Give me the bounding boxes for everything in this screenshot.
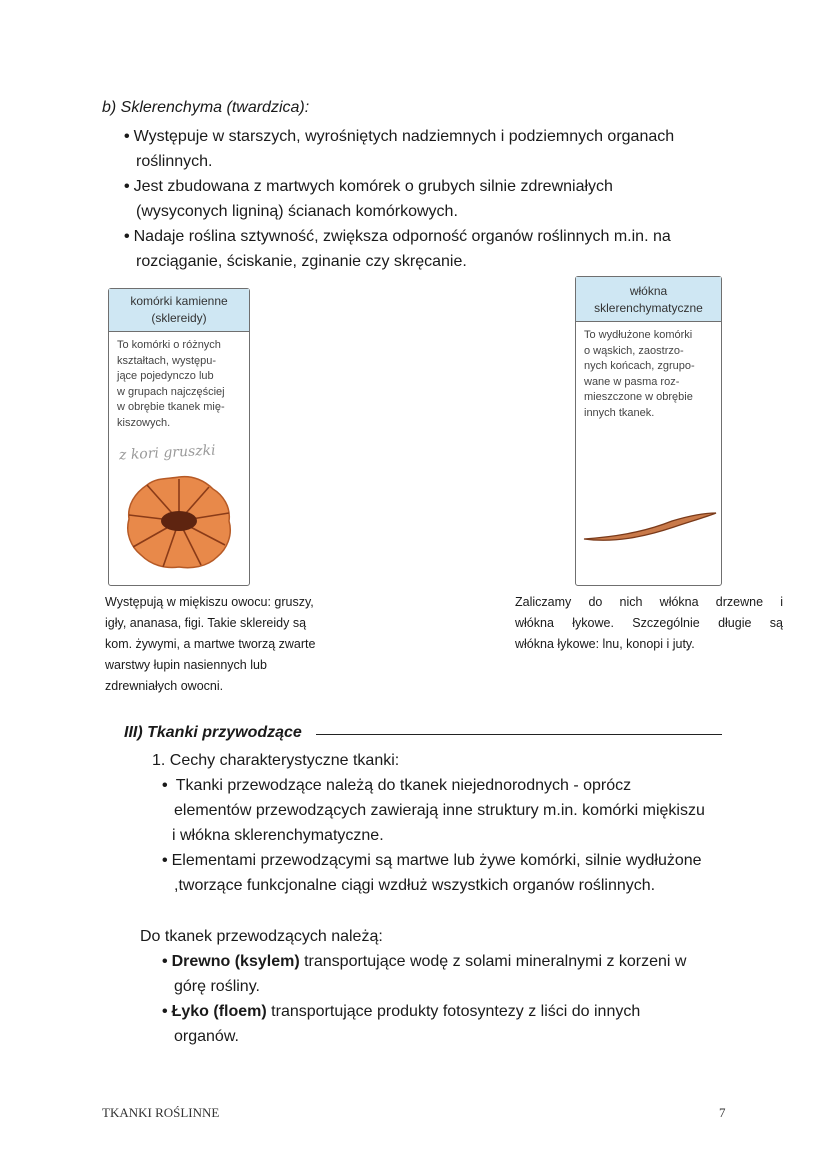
caption-line: zdrewniałych owocni.	[105, 679, 224, 693]
bullet-item-phloem	[162, 999, 762, 1049]
caption-line: warstwy łupin nasiennych lub	[105, 658, 267, 672]
caption-line: kom. żywymi, a martwe tworzą zwarte	[105, 637, 316, 651]
bullet-text-cont: (wysyconych ligniną) ścianach komórkowych.	[136, 203, 458, 220]
page-number: 7	[719, 1105, 726, 1120]
bullet-item	[162, 773, 762, 848]
bullet-text-cont: organów.	[174, 1028, 239, 1045]
caption-stone-cells	[105, 592, 355, 697]
bullet-marker: •	[162, 852, 168, 869]
heading-rule	[316, 734, 722, 735]
bullet-text-cont: ,tworzące funkcjonalne ciągi wzdłuż wszystkich organów roślinnych.	[174, 877, 656, 894]
card-body	[576, 322, 721, 427]
caption-line: igły, ananasa, figi. Takie sklereidy są	[105, 616, 307, 630]
card-body-line: o wąskich, zaostrzo-	[584, 344, 684, 357]
card-title-line: włókna	[629, 284, 668, 298]
section-heading-sklerenchyma: b) Sklerenchyma (twardzica):	[102, 99, 310, 116]
bullet-item	[162, 848, 762, 898]
card-body-line: jące pojedynczo lub	[117, 370, 214, 382]
handwritten-note: z kori gruszki	[118, 442, 216, 464]
card-body-line: kiszowych.	[117, 416, 171, 429]
caption-line: włókna łykowe: lnu, konopi i juty.	[515, 637, 695, 651]
card-body-line: w grupach najczęściej	[117, 385, 225, 398]
bullet-marker: •	[124, 128, 130, 145]
card-fibers	[575, 276, 722, 586]
stone-cell-illustration	[123, 473, 235, 571]
card-body-line: To komórki o różnych	[117, 339, 221, 351]
card-body-line: kształtach, występu-	[117, 354, 217, 367]
bullet-item	[124, 174, 744, 224]
caption-line: Zaliczamy do nich włókna drzewne i	[515, 595, 783, 609]
bullet-item	[124, 124, 744, 174]
card-title-line: (sklereidy)	[151, 311, 207, 325]
types-intro: Do tkanek przewodzących należą:	[140, 928, 383, 945]
bullet-marker: •	[162, 1003, 168, 1020]
bullet-marker: •	[162, 777, 168, 794]
section-heading-przewodzace: III) Tkanki przywodzące	[124, 724, 302, 741]
numbered-list-item: 1. Cechy charakterystyczne tkanki:	[152, 752, 400, 769]
card-body	[109, 332, 249, 437]
card-header	[109, 289, 249, 332]
bullet-text-cont: roślinnych.	[136, 153, 213, 170]
bullet-item	[124, 224, 744, 274]
footer-title: TKANKI ROŚLINNE	[102, 1105, 220, 1120]
bullet-marker: •	[162, 953, 168, 970]
caption-fibers	[515, 592, 783, 655]
bullet-marker: •	[124, 228, 130, 245]
bullet-text-cont: rozciąganie, ściskanie, zginanie czy skręcanie.	[136, 253, 467, 270]
bullet-text: transportujące produkty fotosyntezy z liści do innych	[266, 1003, 641, 1020]
caption-line: Występują w miękiszu owocu: gruszy,	[105, 595, 314, 609]
card-stone-cells	[108, 288, 250, 586]
bullet-text: transportujące wodę z solami mineralnymi z korzeni w	[299, 953, 687, 970]
card-body-line: nych końcach, zgrupo-	[584, 360, 695, 372]
bullet-text: Elementami przewodzącymi są martwe lub żywe komórki, silnie wydłużone	[171, 852, 702, 869]
card-body-line: wane w pasma roz-	[584, 375, 680, 388]
card-title-line: komórki kamienne	[130, 294, 228, 308]
bullet-text-cont: górę rośliny.	[174, 978, 260, 995]
bullet-text-cont: elementów przewodzących zawierają inne struktury m.in. komórki miękiszu	[174, 802, 705, 819]
bullet-text: Nadaje roślina sztywność, zwiększa odporność organów roślinnych m.in. na	[133, 228, 671, 245]
card-title-line: sklerenchymatyczne	[594, 301, 703, 315]
card-body-line: mieszczone w obrębie	[584, 391, 693, 403]
bullet-marker: •	[124, 178, 130, 195]
term-phloem: Łyko (floem)	[171, 1003, 267, 1020]
caption-line: włókna łykowe. Szczególnie długie są	[515, 616, 783, 630]
card-header	[576, 277, 721, 322]
card-body-line: To wydłużone komórki	[584, 329, 693, 341]
bullet-text: Tkanki przewodzące należą do tkanek niejednorodnych - oprócz	[171, 777, 632, 794]
bullet-text: Jest zbudowana z martwych komórek o grubych silnie zdrewniałych	[133, 178, 613, 195]
fiber-illustration	[582, 505, 718, 547]
term-xylem: Drewno (ksylem)	[171, 953, 300, 970]
card-body-line: innych tkanek.	[584, 406, 655, 419]
bullet-text-cont: i włókna sklerenchymatyczne.	[172, 827, 384, 844]
bullet-text: Występuje w starszych, wyrośniętych nadziemnych i podziemnych organach	[133, 128, 675, 145]
bullet-item-xylem	[162, 949, 762, 999]
card-body-line: w obrębie tkanek mię-	[117, 401, 225, 413]
